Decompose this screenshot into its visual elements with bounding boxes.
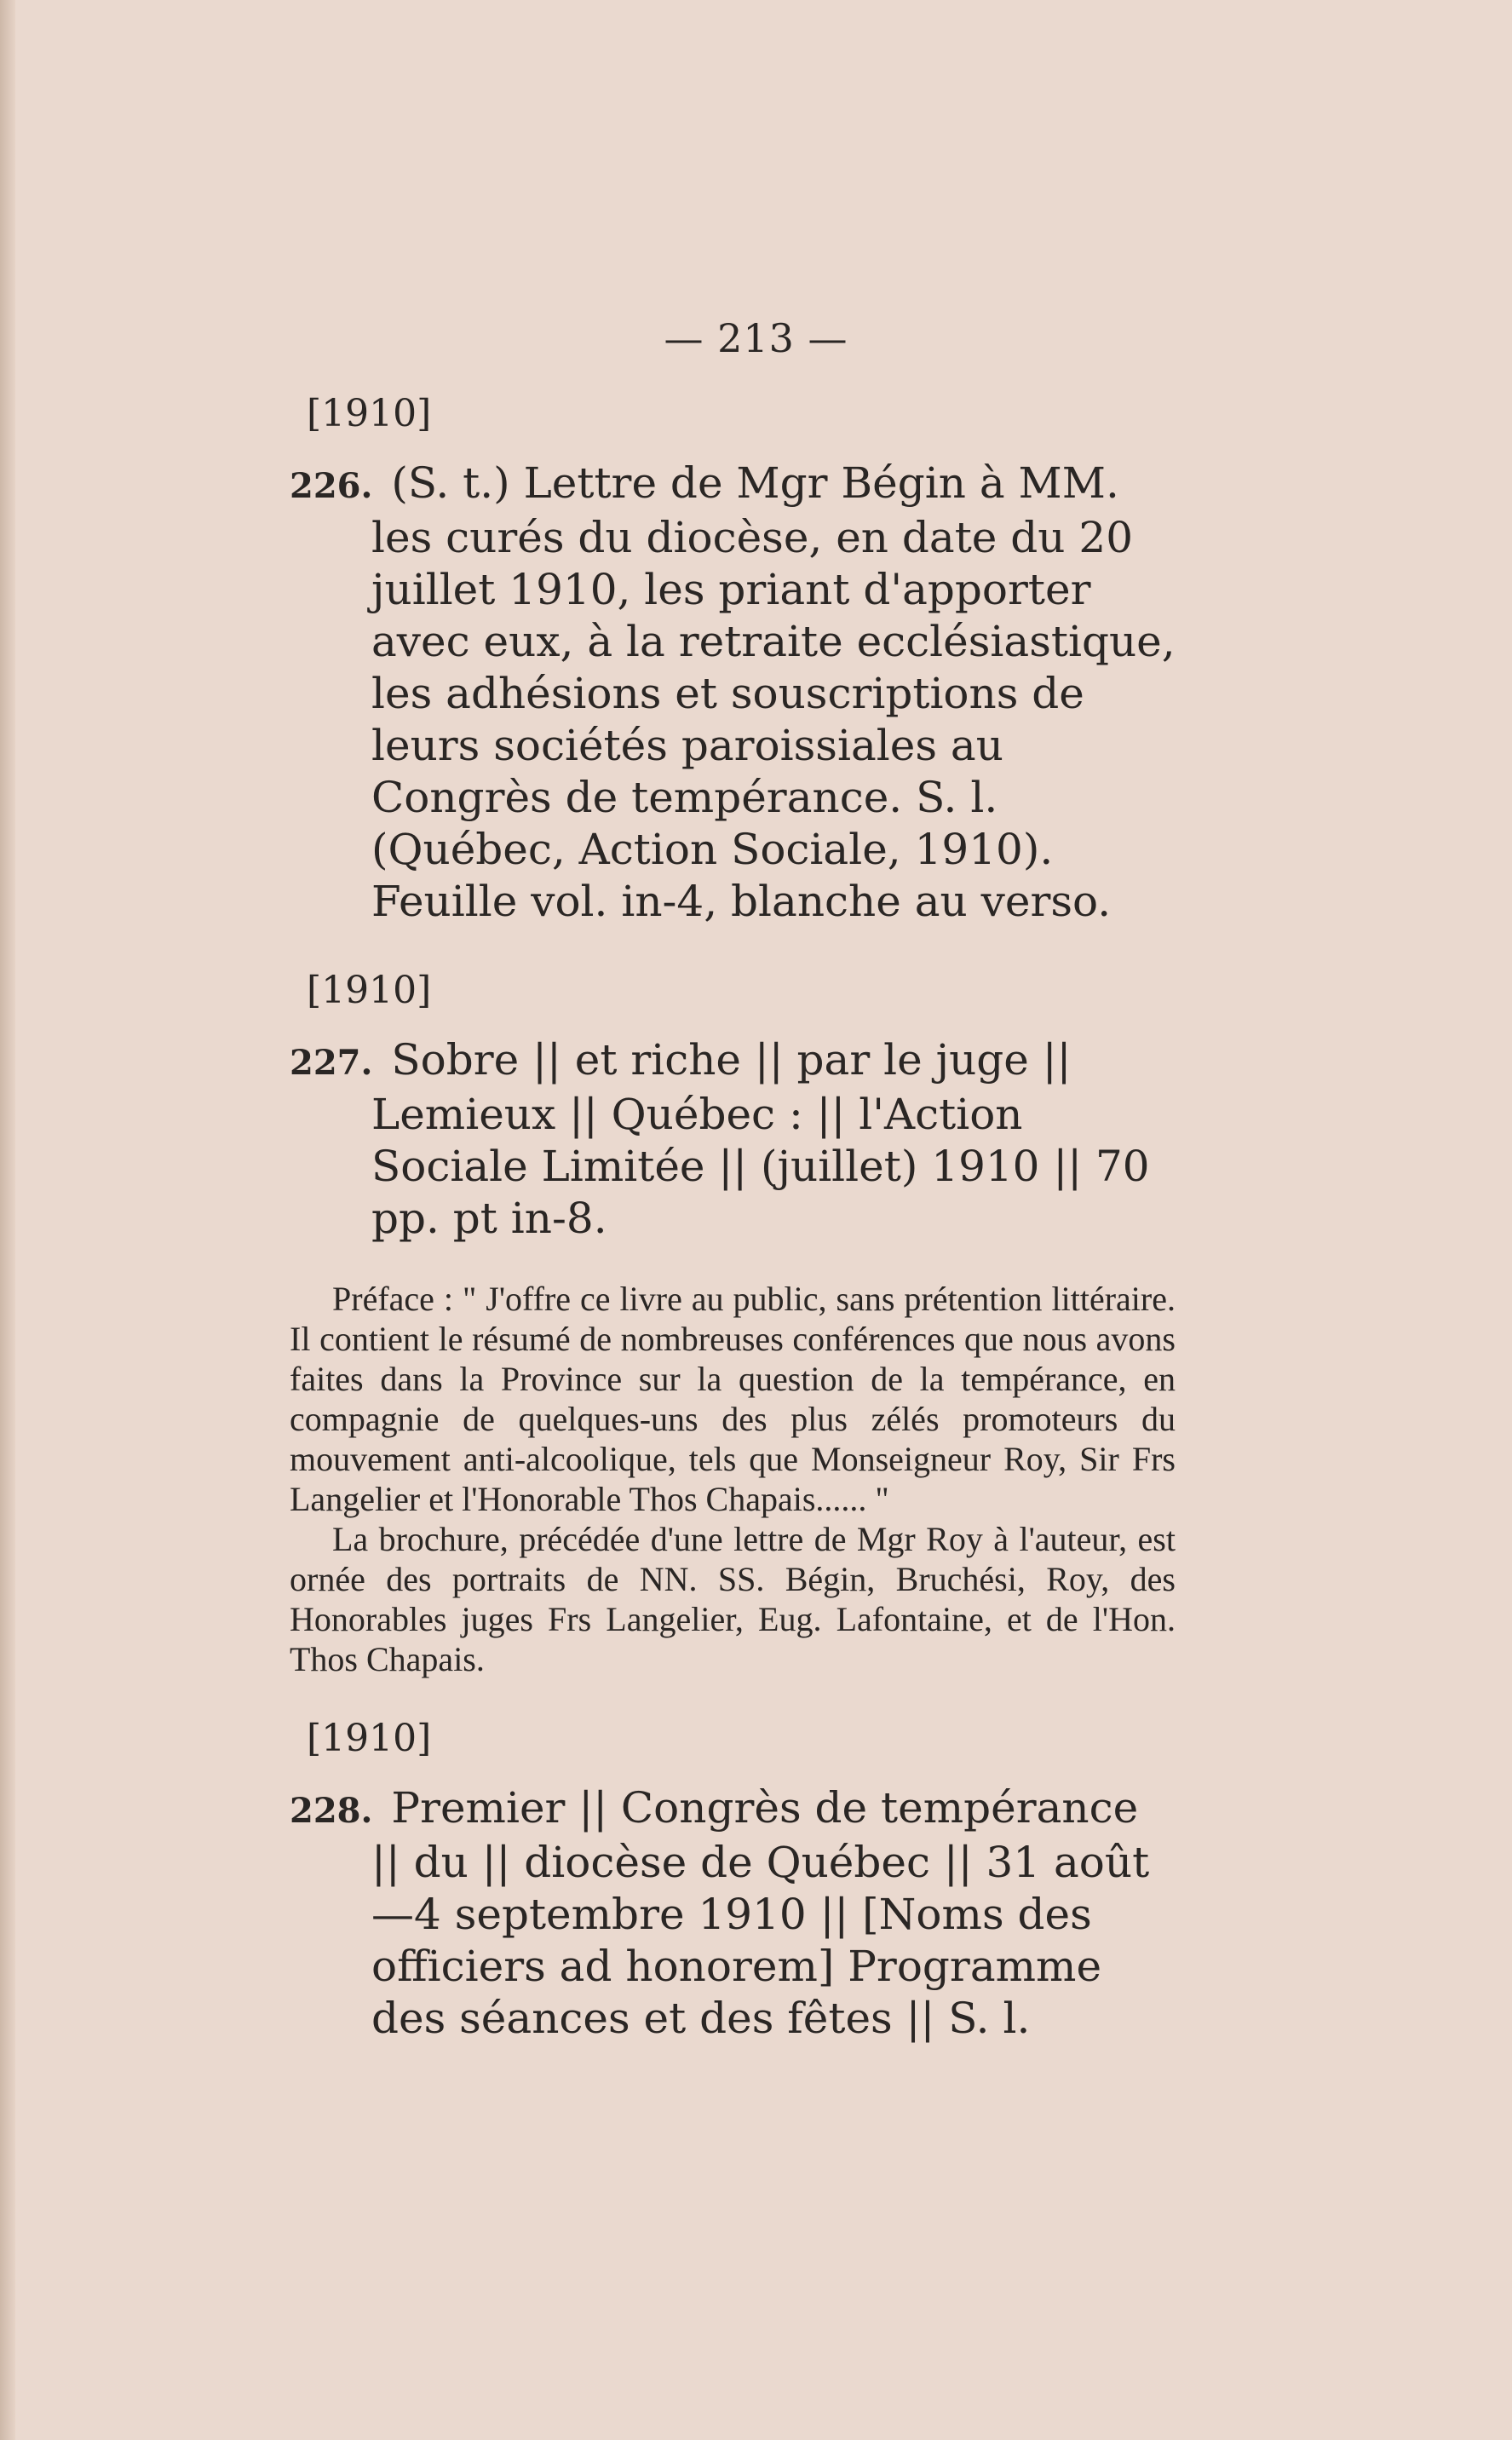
entry-year: [1910]	[307, 392, 432, 435]
entry-year: [1910]	[307, 969, 432, 1012]
bibliography-entry-226	[290, 458, 1176, 928]
entry-text: (S. t.) Lettre de Mgr Bégin à MM. les curés du diocèse, en date du 20 juillet 1910, les priant d'apporter avec eux, à la retraite ecclésiastique, les adhésions et souscriptions de leurs sociétés paroissiales au Congrès de tempérance. S. l. (Québec, Action Sociale, 1910). Feuille vol. in-4, blanche au verso.	[371, 458, 1176, 926]
bibliography-entry-228	[290, 1782, 1176, 2045]
entry-text: Premier || Congrès de tempérance || du || diocèse de Québec || 31 août—4 septembre 1910 || [Noms des officiers ad honorem] Programme des séances et des fêtes || S. l.	[371, 1783, 1150, 2043]
note-description: La brochure, précédée d'une lettre de Mgr Roy à l'auteur, est ornée des portraits de NN. SS. Bégin, Bruchési, Roy, des Honorables juges Frs Langelier, Eug. Lafontaine, et de l'Hon. Thos Chapais.	[290, 1520, 1176, 1678]
note-preface: Préface : " J'offre ce livre au public, sans prétention littéraire. Il contient le résumé de nombreuses conférences que nous avons faites dans la Province sur la question de la tempérance, en compagnie de quelques-uns des plus zélés promoteurs du mouvement anti-alcoolique, tels que Monseigneur Roy, Sir Frs Langelier et l'Honorable Thos Chapais...... "	[290, 1280, 1176, 1518]
page-edge	[0, 0, 15, 2440]
page-content	[290, 392, 1176, 2086]
bibliography-entry-227	[290, 1034, 1176, 1245]
entry-number: 228.	[290, 1791, 373, 1831]
entry-year: [1910]	[307, 1717, 432, 1760]
page-number: — 213 —	[664, 315, 848, 361]
entry-note	[290, 1279, 1176, 1679]
entry-number: 226.	[290, 466, 373, 506]
entry-text: Sobre || et riche || par le juge || Lemieux || Québec : || l'Action Sociale Limitée || (juillet) 1910 || 70 pp. pt in-8.	[371, 1035, 1150, 1243]
entry-number: 227.	[290, 1043, 373, 1083]
